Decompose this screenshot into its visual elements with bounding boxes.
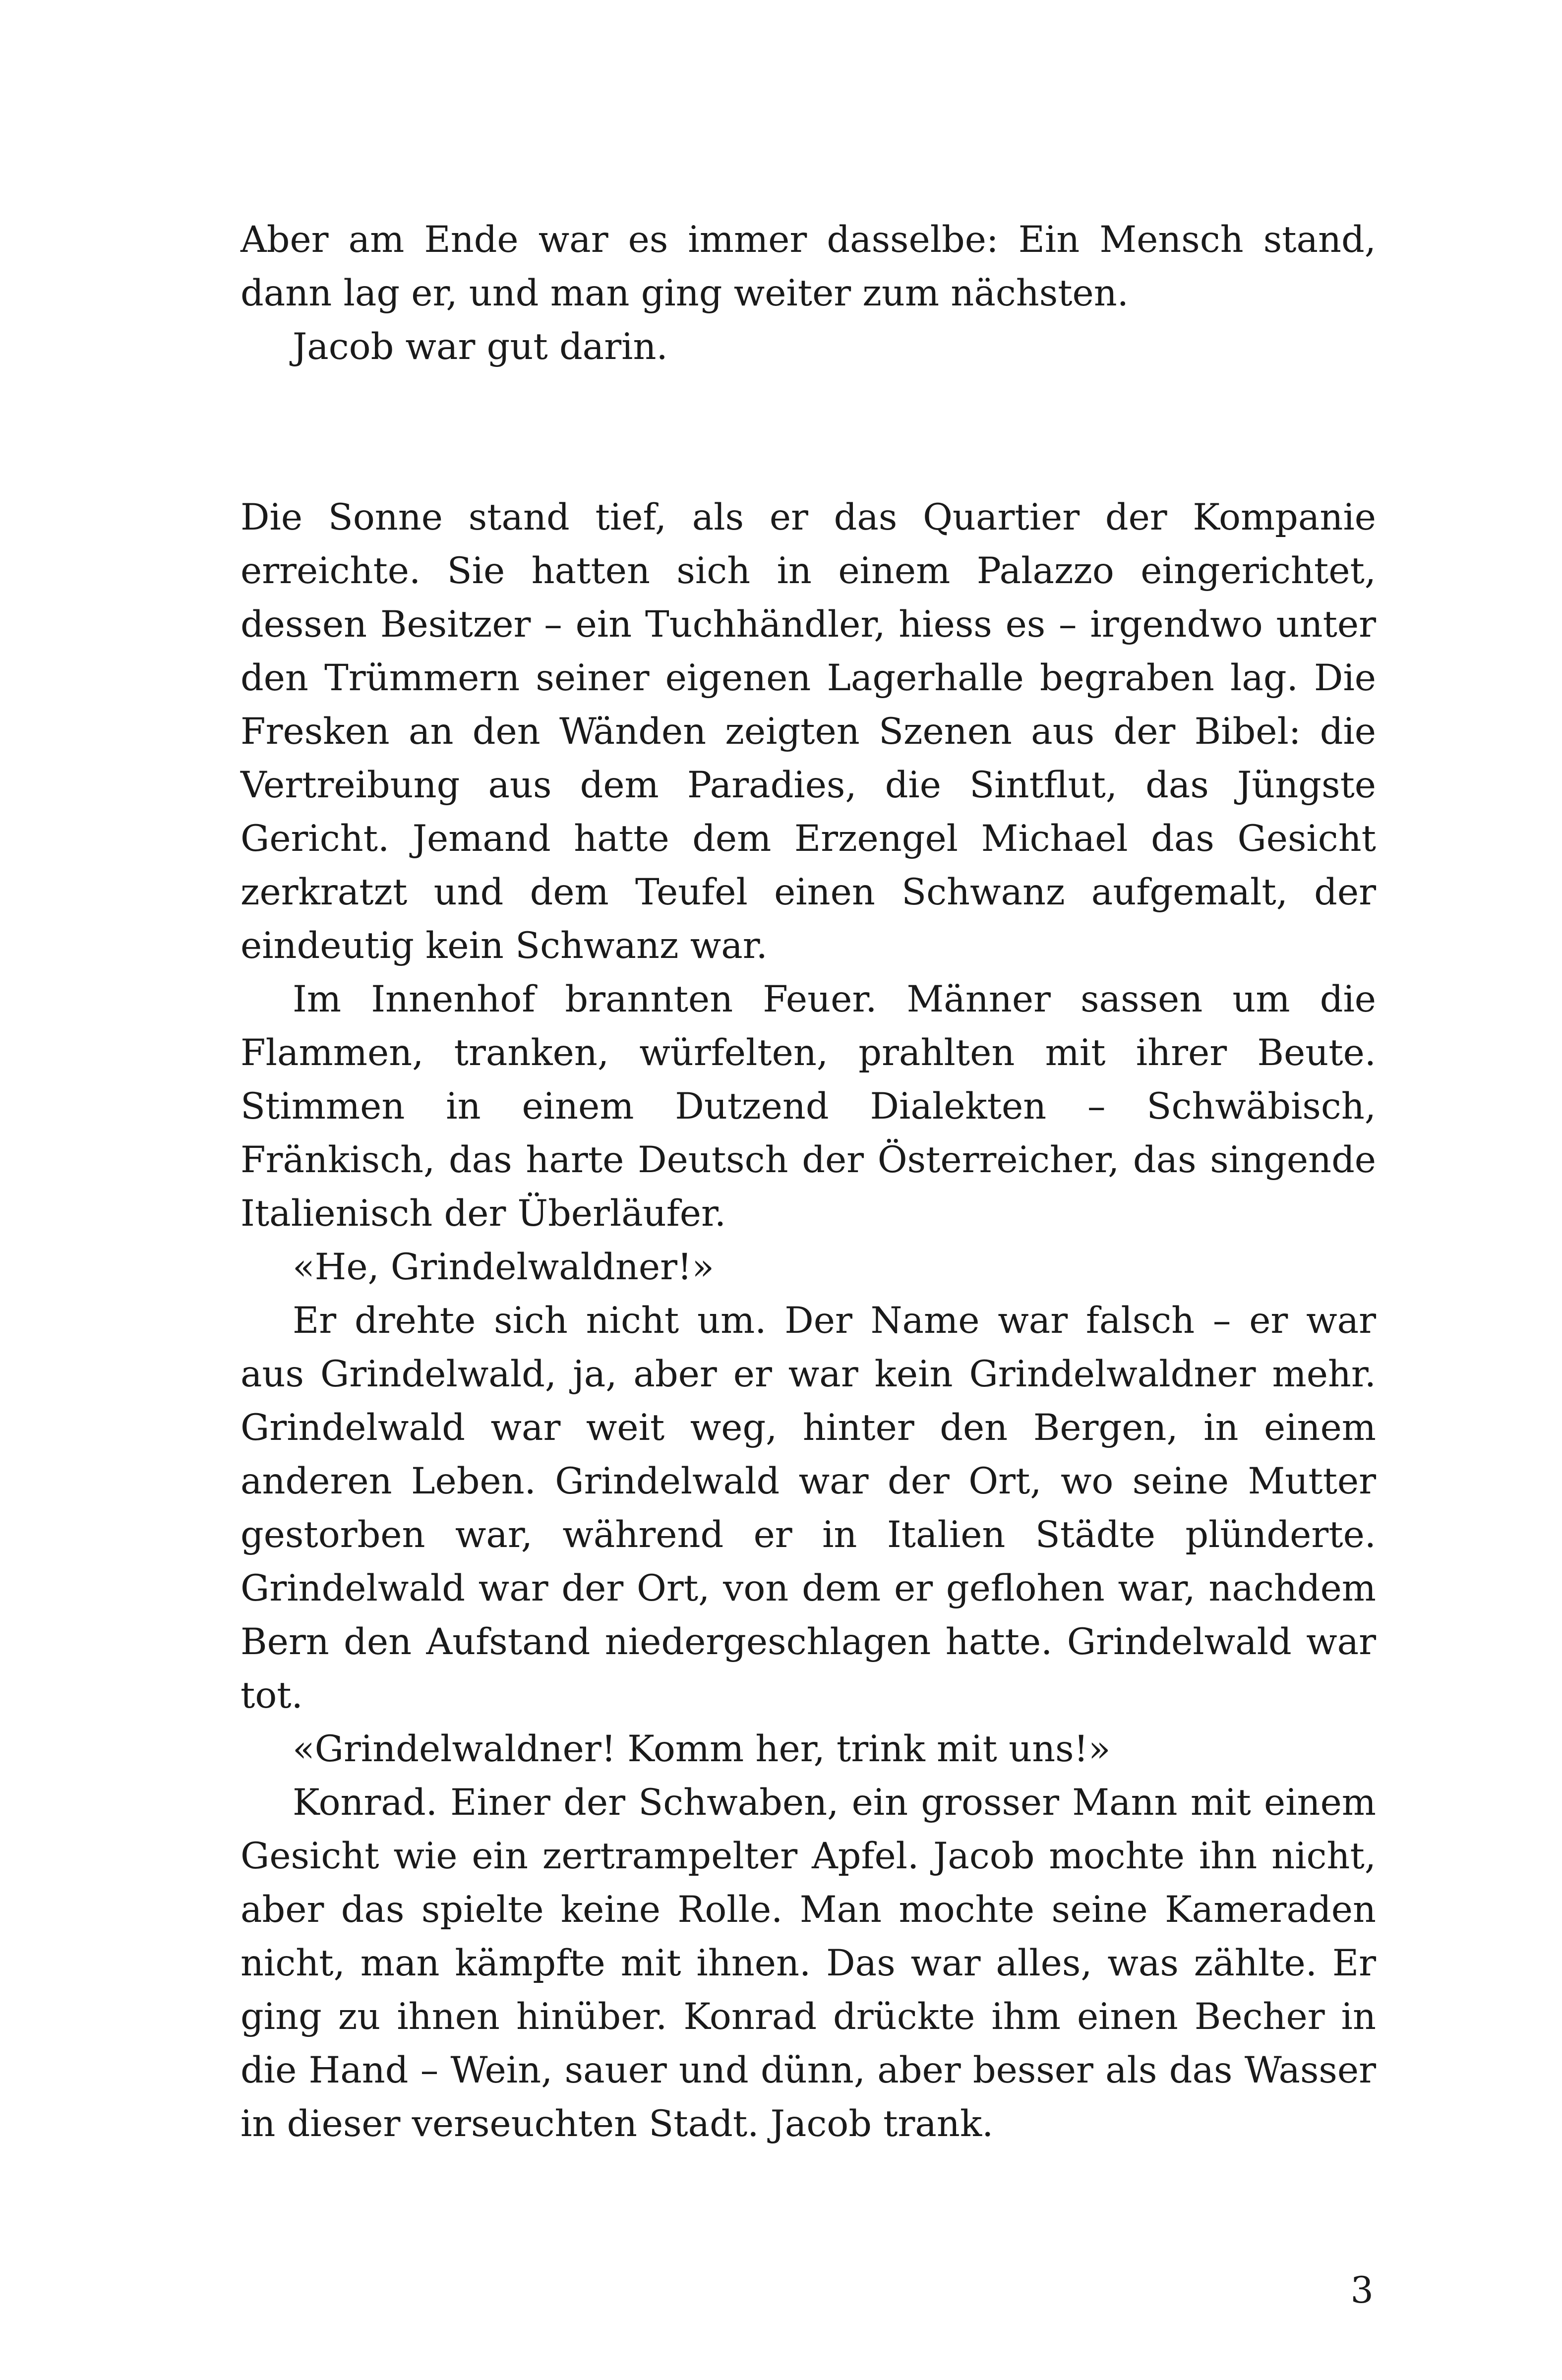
paragraph: Er drehte sich nicht um. Der Name war falsch – er war aus Grindelwald, ja, aber er war kein Grindelwaldner mehr. Grindelwald war weit weg, hinter den Bergen, in einem anderen Leben. Grindelwald war der Ort, wo seine Mutter gestorben war, während er in Italien Städte plünderte. Grindelwald war der Ort, von dem er geflohen war, nachdem Bern den Aufstand niedergeschlagen hatte. Grindelwald war tot. [240,1300,1376,1717]
section-two [240,491,1376,2151]
paragraph: «Grindelwaldner! Komm her, trink mit uns!» [293,1728,1111,1770]
paragraph: Die Sonne stand tief, als er das Quartier der Kompanie erreichte. Sie hatten sich in einem Palazzo eingerichtet, dessen Besitzer – ein Tuchhändler, hiess es – irgendwo unter den Trümmern seiner eigenen Lagerhalle begraben lag. Die Fresken an den Wänden zeigten Szenen aus der Bibel: die Vertreibung aus dem Paradies, die Sintflut, das Jüngste Gericht. Jemand hatte dem Erzengel Michael das Gesicht zerkratzt und dem Teufel einen Schwanz aufgemalt, der eindeutig kein Schwanz war. [240,496,1376,967]
paragraph: «He, Grindelwaldner!» [293,1246,714,1288]
paragraph: Konrad. Einer der Schwaben, ein grosser Mann mit einem Gesicht wie ein zertrampelter Apfel. Jacob mochte ihn nicht, aber das spielte keine Rolle. Man mochte seine Kameraden nicht, man kämpfte mit ihnen. Das war alles, was zählte. Er ging zu ihnen hinüber. Konrad drückte ihm einen Becher in die Hand – Wein, sauer und dünn, aber besser als das Wasser in dieser verseuchten Stadt. Jacob trank. [240,1782,1376,2145]
section-one [240,213,1376,374]
page-number: 3 [1350,2269,1374,2312]
paragraph: Im Innenhof brannten Feuer. Männer sassen um die Flammen, tranken, würfelten, prahlten mit ihrer Beute. Stimmen in einem Dutzend Dialekten – Schwäbisch, Fränkisch, das harte Deutsch der Österreicher, das singende Italienisch der Überläufer. [240,978,1376,1235]
paragraph: Jacob war gut darin. [293,326,668,368]
paragraph: Aber am Ende war es immer dasselbe: Ein Mensch stand, dann lag er, und man ging weiter zum nächsten. [240,219,1376,314]
